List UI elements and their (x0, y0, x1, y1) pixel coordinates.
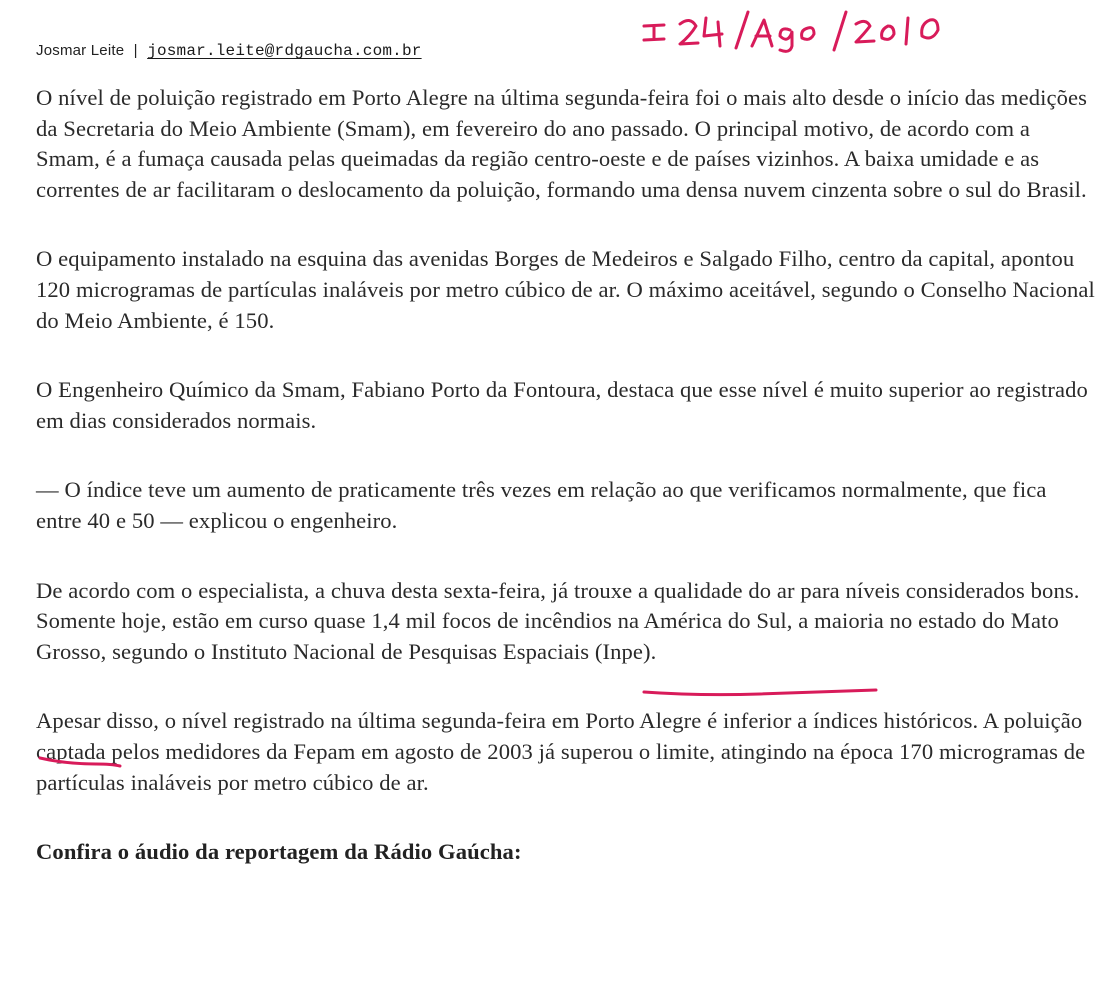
paragraph-rain-and-fires: De acordo com o especialista, a chuva desta sexta-feira, já trouxe a qualidade do ar para níveis considerados bons. Somente hoje, estão em curso quase 1,4 mil focos de incêndios na América do Sul, a maioria no estado do Mato Grosso, segundo o Instituto Nacional de Pesquisas Espaciais (Inpe). (36, 577, 1080, 664)
article-body (36, 83, 1096, 907)
author-email-link[interactable]: josmar.leite@rdgaucha.com.br (147, 42, 422, 60)
paragraph-pollution-level: O nível de poluição registrado em Porto Alegre na última segunda-feira foi o mais alto desde o início das medições da Secretaria do Meio Ambiente (Smam), em fevereiro do ano passado. O principal motivo, de acordo com a Smam, é a fumaça causada pelas queimadas da região centro-oeste e de países vizinhos. A baixa umidade e as correntes de ar facilitaram o deslocamento da poluição, formando uma densa nuvem cinzenta sobre o sul do Brasil. (36, 85, 1088, 202)
byline (36, 42, 422, 60)
byline-separator: | (133, 42, 138, 59)
paragraph-historical-levels: Apesar disso, o nível registrado na última segunda-feira em Porto Alegre é inferior a índices históricos. A poluição captada pelos medidores da Fepam em agosto de 2003 já superou o limite, atingindo na época 170 microgramas de partículas inaláveis por metro cúbico de ar. (36, 708, 1086, 795)
paragraph-equipment-reading: O equipamento instalado na esquina das avenidas Borges de Medeiros e Salgado Filho, centro da capital, apontou 120 microgramas de partículas inaláveis por metro cúbico de ar. O máximo aceitável, segundo o Conselho Nacional do Meio Ambiente, é 150. (36, 246, 1095, 333)
paragraph-engineer-statement: O Engenheiro Químico da Smam, Fabiano Porto da Fontoura, destaca que esse nível é muito superior ao registrado em dias considerados normais. (36, 377, 1088, 433)
audio-report-heading: Confira o áudio da reportagem da Rádio Gaúcha: (36, 839, 522, 865)
handwritten-date-annotation (640, 6, 980, 54)
author-name: Josmar Leite (36, 42, 125, 59)
paragraph-engineer-quote: — O índice teve um aumento de praticamente três vezes em relação ao que verificamos normalmente, que fica entre 40 e 50 — explicou o engenheiro. (36, 477, 1047, 533)
